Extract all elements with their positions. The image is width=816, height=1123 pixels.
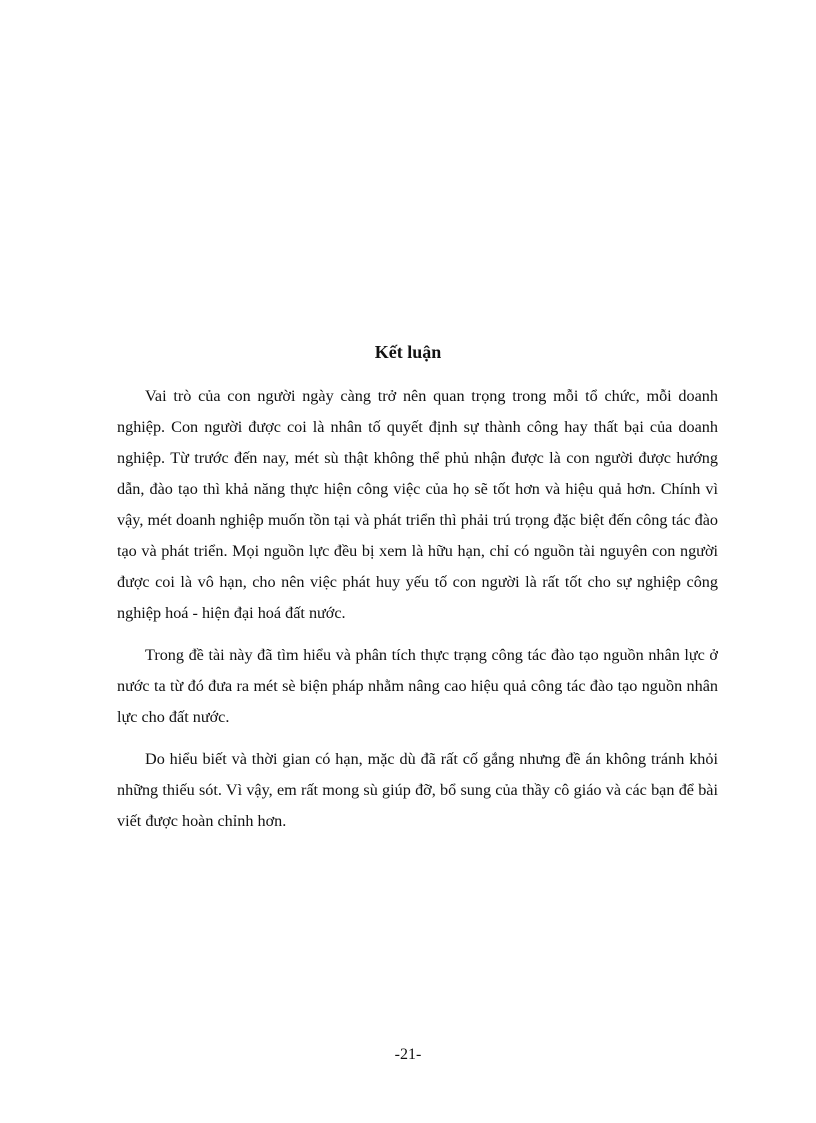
paragraph-3: Do hiểu biết và thời gian có hạn, mặc dù đã rất cố gắng nhưng đề án không tránh khỏi những thiếu sót. Vì vậy, em rất mong sù giúp đỡ, bổ sung của thầy cô giáo và các bạn để bài viết được hoàn chỉnh hơn. [117, 750, 718, 830]
page-title: Kết luận [374, 342, 442, 362]
page-number: -21- [394, 1046, 422, 1063]
paragraph-2: Trong đề tài này đã tìm hiểu và phân tích thực trạng công tác đào tạo nguồn nhân lực ở nước ta từ đó đưa ra mét sè biện pháp nhằm nâng cao hiệu quả công tác đào tạo nguồn nhân lực cho đất nước. [117, 646, 718, 726]
paragraph-1: Vai trò của con người ngày càng trở nên quan trọng trong mỗi tổ chức, mỗi doanh nghiệp. Con người được coi là nhân tố quyết định sự thành công hay thất bại của doanh nghiệp. Từ trước đến nay, mét sù thật không thể phủ nhận được là con người được hướng dẫn, đào tạo thì khả năng thực hiện công việc của họ sẽ tốt hơn và hiệu quả hơn. Chính vì vậy, mét doanh nghiệp muốn tồn tại và phát triển thì phải trú trọng đặc biệt đến công tác đào tạo và phát triển. Mọi nguồn lực đều bị xem là hữu hạn, chỉ có nguồn tài nguyên con người được coi là vô hạn, cho nên việc phát huy yếu tố con người là rất tốt cho sự nghiệp công nghiệp hoá - hiện đại hoá đất nước. [117, 387, 718, 622]
body-text [117, 381, 718, 837]
